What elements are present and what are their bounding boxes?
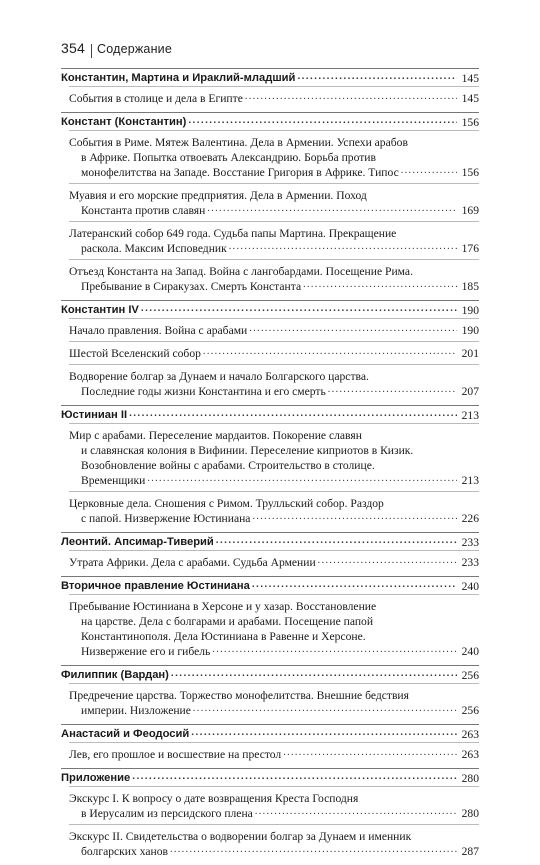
entry-text: Константа против славян (81, 204, 206, 217)
dot-leader (245, 89, 457, 104)
dot-leader (252, 577, 457, 592)
section-heading[interactable] (61, 579, 479, 594)
toc-section (61, 300, 479, 405)
header-title: Содержание (96, 42, 173, 56)
section-heading[interactable] (61, 115, 479, 130)
entry-line (69, 599, 479, 614)
entry-page: 280 (461, 807, 479, 820)
entry-text: Предречение царства. Торжество монофелитства. Внешние бедствия (69, 689, 409, 702)
dot-leader (132, 769, 457, 784)
entry-text: Пребывание в Сиракузах. Смерть Константа (81, 280, 302, 293)
entry-line (69, 428, 479, 443)
entry-text: Последние годы жизни Константина и его смерть (81, 385, 326, 398)
dot-leader (147, 471, 457, 486)
entry-page: 263 (461, 748, 479, 761)
entry-line (69, 241, 479, 256)
entry-text: Утрата Африки. Дела с арабами. Судьба Армении (69, 556, 316, 569)
entry-line (69, 844, 479, 859)
section-page: 263 (461, 728, 479, 741)
section-title: Леонтий. Апсимар-Тиверий (61, 536, 214, 548)
entry-line (69, 135, 479, 150)
toc-entry[interactable] (69, 423, 479, 491)
entry-page: 169 (461, 204, 479, 217)
entry-page: 156 (461, 166, 479, 179)
entry-text: в Африке. Попытка отвоевать Александрию. Борьба против (81, 151, 376, 164)
entry-line (69, 806, 479, 821)
toc-entry[interactable] (69, 318, 479, 341)
entry-text: Пребывание Юстиниана в Херсоне и у хазар. Восстановление (69, 600, 377, 613)
entry-text: Экскурс II. Свидетельства о водворении болгар за Дунаем и именник (69, 830, 412, 843)
entry-line (69, 443, 479, 458)
entry-text: Низвержение его и гибель (81, 645, 211, 658)
section-heading[interactable] (61, 71, 479, 86)
page-number: 354 (61, 40, 85, 56)
section-title: Филиппик (Вардан) (61, 669, 169, 681)
dot-leader (297, 69, 457, 84)
section-title: Вторичное правление Юстиниана (61, 580, 250, 592)
dot-leader (193, 701, 457, 716)
entry-page: 207 (461, 385, 479, 398)
toc-entry[interactable] (69, 130, 479, 183)
entry-text: Экскурс I. К вопросу о дате возвращения Креста Господня (69, 792, 359, 805)
entry-text: империи. Низложение (81, 704, 191, 717)
entry-line (69, 511, 479, 526)
entry-line (69, 747, 479, 762)
entry-text: Временщики (81, 474, 146, 487)
entry-text: с папой. Низвержение Юстиниана (81, 512, 251, 525)
section-page: 256 (461, 669, 479, 682)
toc-entry[interactable] (69, 221, 479, 259)
entry-text: События в Риме. Мятеж Валентина. Дела в Армении. Успехи арабов (69, 136, 408, 149)
entry-text: Лев, его прошлое и восшествие на престол (69, 748, 282, 761)
dot-leader (249, 321, 457, 336)
entry-page: 201 (461, 347, 479, 360)
toc-entry[interactable] (69, 183, 479, 221)
entry-text: Латеранский собор 649 года. Судьба папы Мартина. Прекращение (69, 227, 397, 240)
entry-page: 185 (461, 280, 479, 293)
toc-section (61, 68, 479, 112)
toc-entry[interactable] (69, 786, 479, 824)
entry-page: 176 (461, 242, 479, 255)
toc-entry[interactable] (69, 683, 479, 721)
toc-section (61, 405, 479, 532)
section-title: Константин, Мартина и Ираклий-младший (61, 72, 296, 84)
entry-text: болгарских ханов (81, 845, 168, 858)
dot-leader (141, 301, 457, 316)
entry-page: 145 (461, 92, 479, 105)
entry-page: 233 (461, 556, 479, 569)
toc-section (61, 532, 479, 576)
entry-text: Муавия и его морские предприятия. Дела в Армении. Поход (69, 189, 367, 202)
toc-entry[interactable] (69, 824, 479, 862)
section-heading[interactable] (61, 727, 479, 742)
toc-section (61, 768, 479, 865)
header-divider (91, 44, 92, 58)
entry-text: Церковные дела. Сношения с Римом. Трулльский собор. Раздор (69, 497, 384, 510)
entry-line (69, 614, 479, 629)
entry-line (69, 473, 479, 488)
table-of-contents (61, 68, 479, 865)
entry-page: 213 (461, 474, 479, 487)
entry-page: 256 (461, 704, 479, 717)
entry-text: Мир с арабами. Переселение мардаитов. Покорение славян (69, 429, 362, 442)
running-header (61, 40, 479, 62)
section-heading[interactable] (61, 303, 479, 318)
dot-leader (328, 382, 457, 397)
dot-leader (401, 163, 457, 178)
entry-text: и славянская колония в Вифинии. Переселение киприотов в Кизик. (81, 444, 414, 457)
section-page: 145 (461, 72, 479, 85)
entry-page: 240 (461, 645, 479, 658)
section-heading[interactable] (61, 535, 479, 550)
entry-text: на царстве. Дела с болгарами и арабами. Посещение папой (81, 615, 374, 628)
entry-text: раскола. Максим Исповедник (81, 242, 227, 255)
section-title: Констант (Константин) (61, 116, 187, 128)
dot-leader (216, 533, 457, 548)
toc-section (61, 112, 479, 300)
entry-line (69, 165, 479, 180)
entry-line (69, 644, 479, 659)
dot-leader (318, 553, 457, 568)
toc-entry[interactable] (69, 550, 479, 573)
section-page: 156 (461, 116, 479, 129)
dot-leader (171, 666, 457, 681)
entry-text: Возобновление войны с арабами. Строительство в столице. (81, 459, 375, 472)
section-title: Приложение (61, 772, 131, 784)
dot-leader (229, 239, 457, 254)
toc-entry[interactable] (69, 86, 479, 109)
section-title: Константин IV (61, 304, 139, 316)
toc-entry[interactable] (69, 259, 479, 297)
dot-leader (191, 725, 457, 740)
dot-leader (303, 277, 457, 292)
entry-line (69, 203, 479, 218)
entry-text: Начало правления. Война с арабами (69, 324, 248, 337)
dot-leader (170, 842, 457, 857)
entry-text: Водворение болгар за Дунаем и начало Болгарского царства. (69, 370, 369, 383)
section-title: Анастасий и Феодосий (61, 728, 190, 740)
entry-line (69, 346, 479, 361)
entry-text: Шестой Вселенский собор (69, 347, 201, 360)
entry-text: Константинополя. Дела Юстиниана в Равенне и Херсоне. (81, 630, 366, 643)
toc-section (61, 576, 479, 665)
entry-line (69, 279, 479, 294)
entry-page: 287 (461, 845, 479, 858)
entry-page: 190 (461, 324, 479, 337)
entry-text: монофелитства на Западе. Восстание Григория в Африке. Типос (81, 166, 399, 179)
section-heading[interactable] (61, 668, 479, 683)
dot-leader (212, 642, 457, 657)
dot-leader (203, 344, 457, 359)
entry-page: 226 (461, 512, 479, 525)
section-page: 190 (461, 304, 479, 317)
section-page: 280 (461, 772, 479, 785)
entry-line (69, 555, 479, 570)
entry-line (69, 91, 479, 106)
dot-leader (283, 745, 457, 760)
entry-line (69, 384, 479, 399)
dot-leader (255, 804, 457, 819)
section-page: 233 (461, 536, 479, 549)
entry-line (69, 703, 479, 718)
toc-entry[interactable] (69, 341, 479, 364)
toc-entry[interactable] (69, 491, 479, 529)
toc-entry[interactable] (69, 594, 479, 662)
dot-leader (252, 509, 457, 524)
toc-section (61, 665, 479, 724)
toc-section (61, 724, 479, 768)
toc-entry[interactable] (69, 742, 479, 765)
section-page: 240 (461, 580, 479, 593)
dot-leader (207, 201, 457, 216)
entry-line (69, 323, 479, 338)
section-heading[interactable] (61, 408, 479, 423)
entry-text: Отъезд Константа на Запад. Война с лангобардами. Посещение Рима. (69, 265, 413, 278)
section-title: Юстиниан II (61, 409, 128, 421)
dot-leader (129, 406, 457, 421)
section-page: 213 (461, 409, 479, 422)
toc-page (61, 40, 479, 865)
toc-entry[interactable] (69, 364, 479, 402)
section-heading[interactable] (61, 771, 479, 786)
entry-text: в Иерусалим из персидского плена (81, 807, 253, 820)
dot-leader (188, 113, 457, 128)
entry-text: События в столице и дела в Египте (69, 92, 243, 105)
